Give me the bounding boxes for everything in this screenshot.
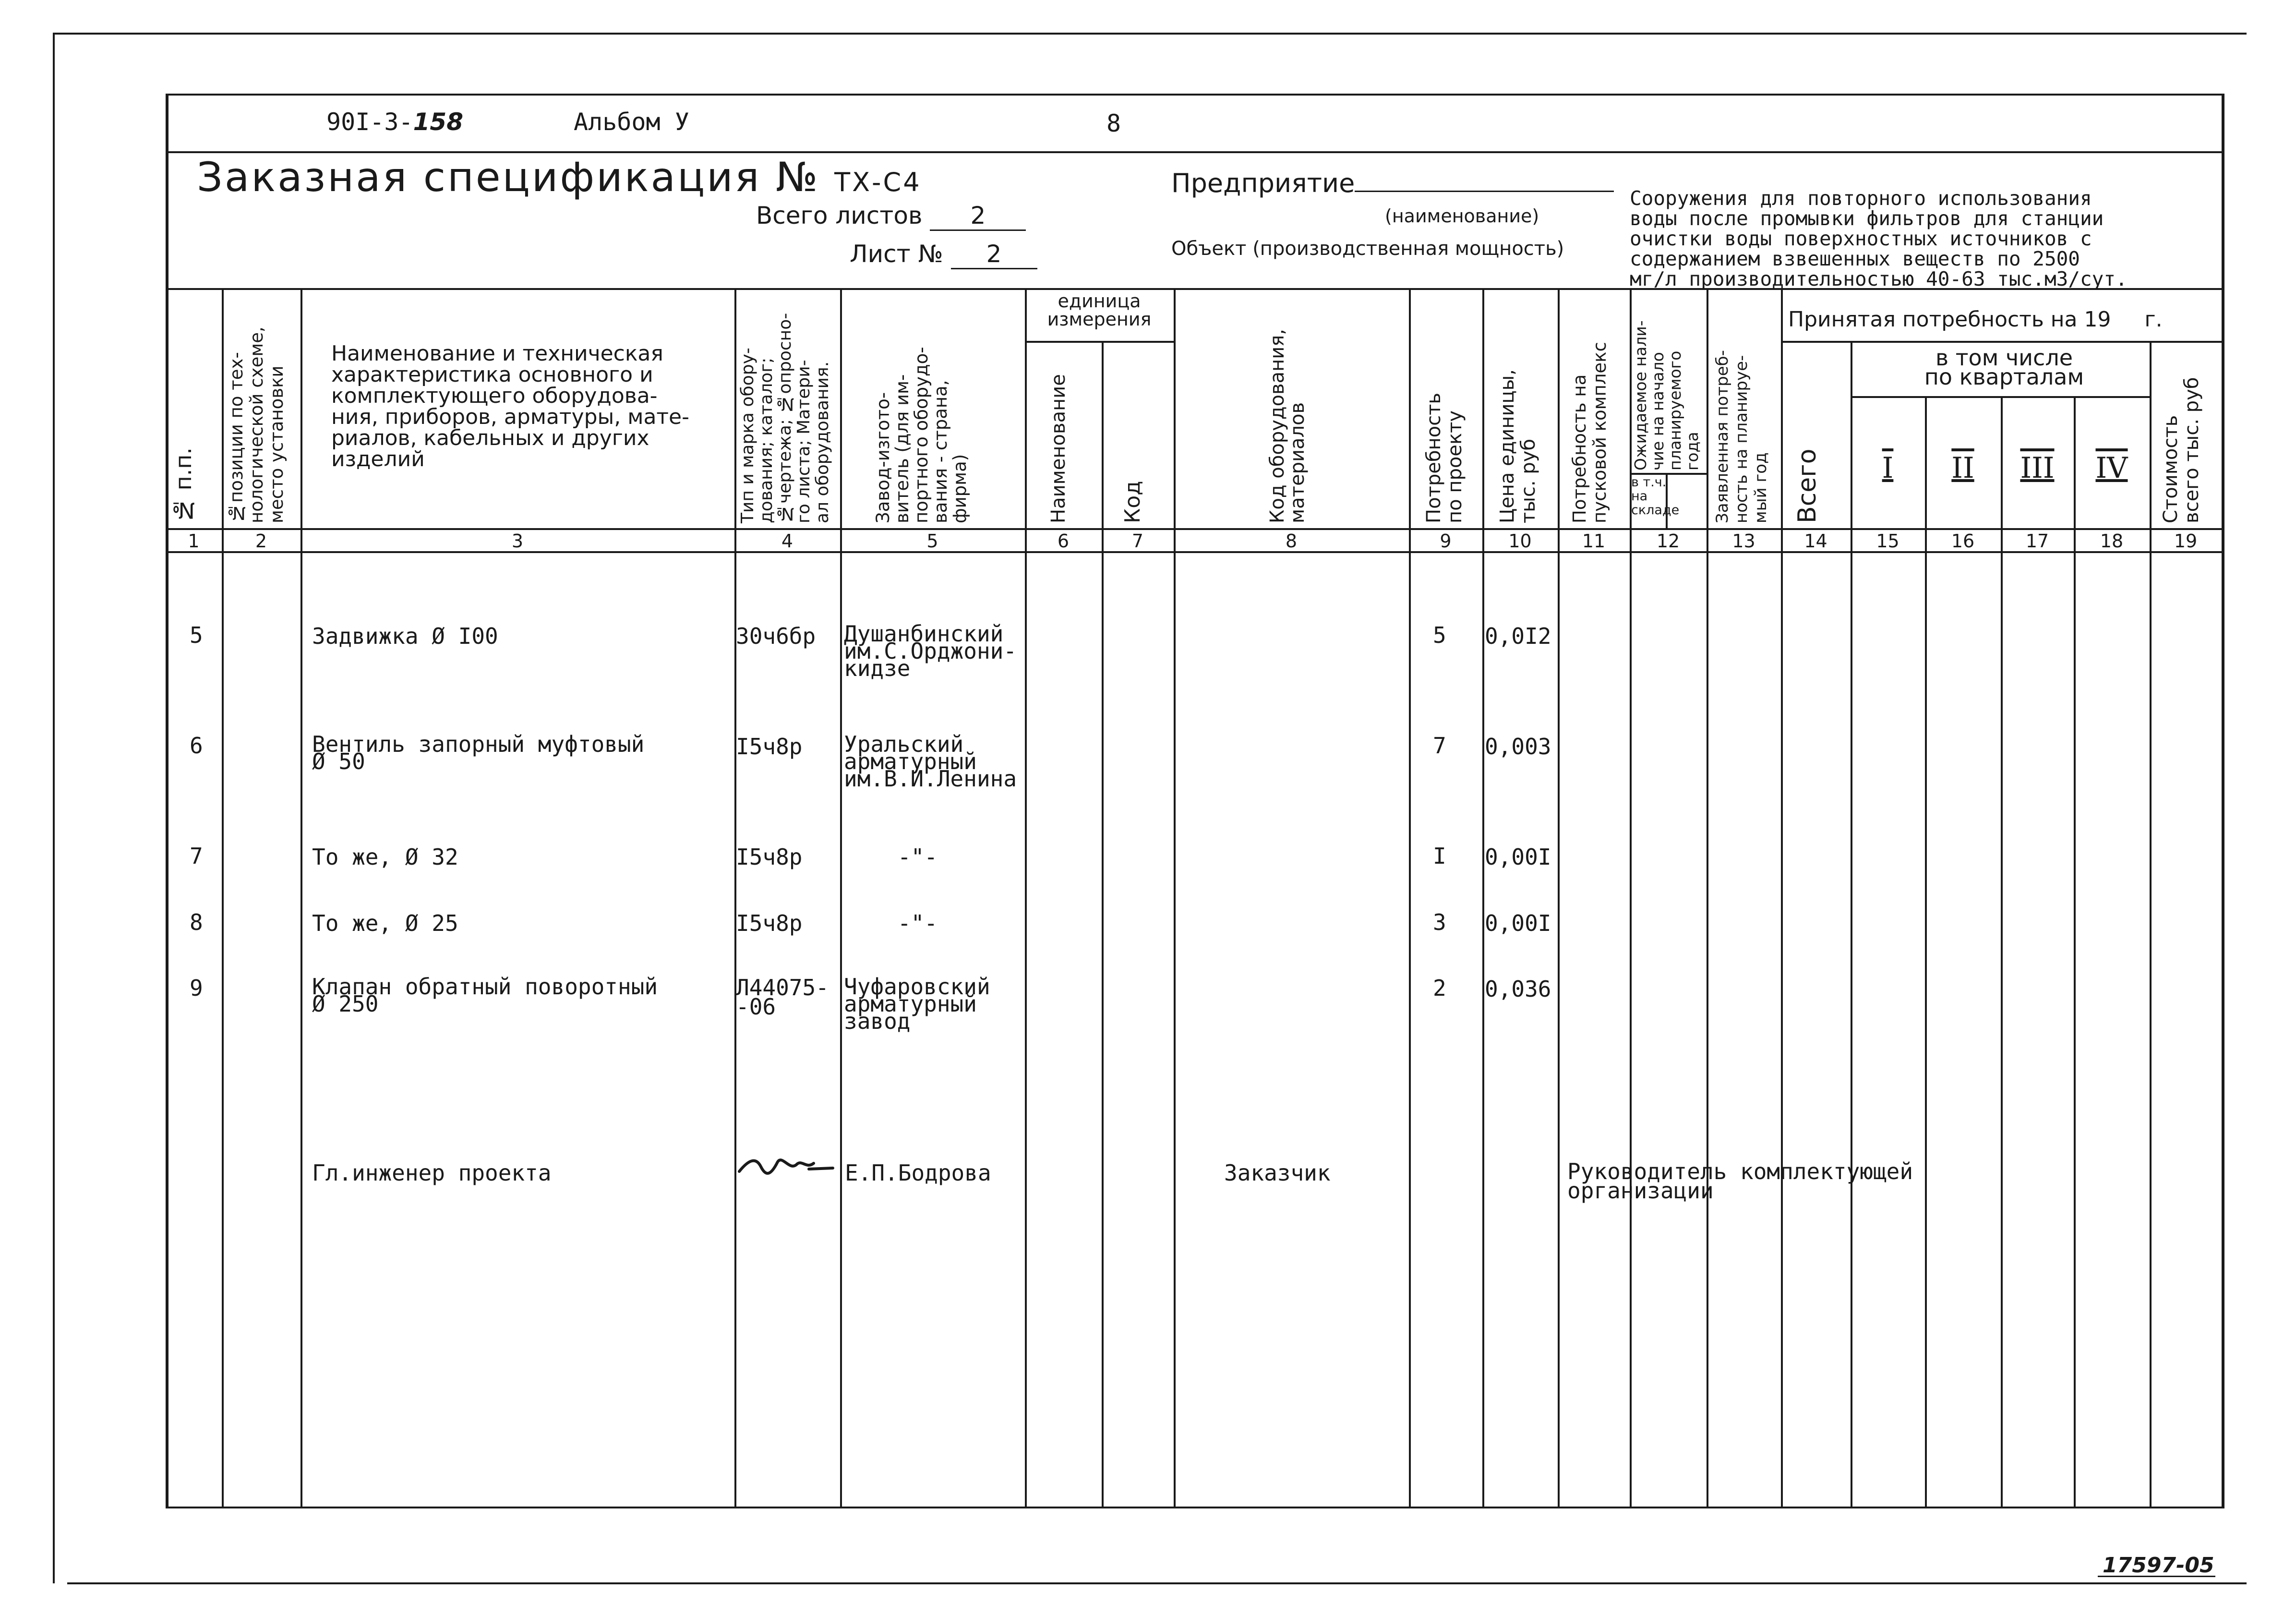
colnum-7: 7 (1131, 531, 1144, 552)
col-line-10 (1558, 288, 1560, 1507)
table-row-n: 9 (190, 975, 203, 1001)
col-header-12b: в т.ч. на складе (1631, 475, 1680, 518)
colnum-11: 11 (1582, 531, 1606, 552)
table-row-maker: Душанбинский им.С.Орджони- кидзе (844, 621, 1017, 681)
colnum-14: 14 (1804, 531, 1827, 552)
table-row-type: 30ч6бр (736, 623, 816, 649)
table-row-price: 0,00I (1485, 910, 1551, 936)
table-row-maker: -"- (898, 910, 938, 936)
table-row-type: I5ч8р (736, 734, 803, 760)
colhead-sep (166, 528, 2224, 530)
col-header-quarters: в том числе по кварталам (1924, 345, 2084, 390)
col-line-15 (1925, 396, 1927, 1507)
col-header-19: Стоимость всего тыс. руб (2160, 377, 2203, 523)
frame-left (166, 94, 168, 1507)
colnum-13: 13 (1732, 531, 1755, 552)
col-line-5 (1025, 288, 1027, 1507)
table-row-maker: Чуфаровский арматурный завод (844, 974, 990, 1034)
table-row-type: I5ч8р (736, 910, 803, 936)
col-line-2 (301, 288, 302, 1507)
supplier-label: Руководитель комплектующей организации (1567, 1158, 1913, 1204)
outer-bottom-line (67, 1582, 2247, 1584)
colnum-5: 5 (926, 531, 938, 552)
table-row-maker: -"- (898, 844, 938, 870)
colnum-1: 1 (188, 531, 200, 552)
col-header-q1: I (1882, 451, 1894, 485)
unit-group-line (1025, 341, 1174, 343)
col-line-18 (2150, 341, 2152, 1507)
colnum-2: 2 (255, 531, 267, 552)
col-line-7 (1174, 288, 1176, 1507)
colnum-12: 12 (1656, 531, 1680, 552)
frame-right (2222, 94, 2224, 1507)
col-header-3: Наименование и техническая характеристика основного и комплектующего оборудова- ния, приборов, арматуры, мате- риалов, кабельных и других изделий (331, 341, 690, 471)
colnum-17: 17 (2025, 531, 2049, 552)
col-line-14 (1851, 341, 1852, 1507)
enterprise-note: (наименование) (1385, 205, 1539, 227)
col-header-12: Ожидаемое нали- чие на начало планируемого года (1631, 320, 1702, 470)
sheet-number: Лист № 2 (850, 240, 1037, 269)
colnum-19: 19 (2174, 531, 2198, 552)
table-row-price: 0,003 (1485, 734, 1551, 760)
outer-left-line (53, 33, 55, 1583)
footer-stamp-underline (2098, 1576, 2215, 1577)
total-sheets: Всего листов 2 (756, 202, 1026, 231)
frame-bottom (166, 1507, 2224, 1508)
page-number: 8 (1106, 109, 1121, 137)
col-line-16 (2001, 396, 2003, 1507)
col-line-9 (1482, 288, 1484, 1507)
signature-mark (737, 1150, 838, 1183)
footer-stamp: 17597-05 (2103, 1553, 2214, 1578)
colnum-16: 16 (1951, 531, 1975, 552)
col-line-13 (1781, 288, 1783, 1507)
col-line-12 (1707, 288, 1708, 1507)
colnum-3: 3 (511, 531, 524, 552)
col-header-q3: III (2020, 451, 2055, 485)
table-row-qty: 5 (1433, 622, 1446, 648)
table-row-name: Вентиль запорный муфтовый Ø 50 (312, 731, 645, 774)
col-line-1 (222, 288, 224, 1507)
table-row-name: Клапан обратный поворотный Ø 250 (312, 974, 658, 1017)
col-header-q2: II (1951, 451, 1974, 485)
col-header-14: Всего (1793, 448, 1822, 523)
engineer-label: Гл.инженер проекта (312, 1160, 552, 1186)
enterprise-label: Предприятие (1171, 168, 1614, 198)
total-sheets-value: 2 (930, 202, 1026, 231)
table-row-price: 0,00I (1485, 844, 1551, 870)
col-header-1: № п.п. (170, 447, 196, 523)
table-row-maker: Уральский арматурный им.В.И.Ленина (844, 731, 1017, 792)
table-row-name: То же, Ø 32 (312, 844, 458, 870)
table-row-qty: 7 (1433, 733, 1446, 759)
sheet-value: 2 (951, 240, 1037, 269)
table-row-name: То же, Ø 25 (312, 910, 458, 936)
spec-title: Заказная спецификация № ТХ-С4 (197, 154, 922, 201)
col-header-13: Заявленная потреб- ность на планируе- мый год (1713, 350, 1770, 523)
col-line-8 (1409, 288, 1411, 1507)
album-label: Альбом У (574, 108, 689, 136)
object-text: Сооружения для повторного использования воды после промывки фильтров для станции очистки воды поверхностных источников с содержанием взвешенных веществ по 2500 мг/л производительностью 40-63 тыс.м3/сут. (1630, 187, 2128, 290)
outer-top-line (53, 33, 2247, 35)
col-line-6 (1102, 341, 1104, 1507)
col-header-unit-group: единица измерения (1047, 290, 1152, 330)
table-row-type: Л44075- -06 (736, 975, 829, 1020)
col-line-11 (1630, 288, 1632, 1507)
col-line-17 (2074, 396, 2076, 1507)
colnum-4: 4 (781, 531, 793, 552)
table-row-type: I5ч8р (736, 844, 803, 870)
col-header-11: Потребность на пусковой комплекс (1569, 342, 1610, 523)
table-row-n: 6 (190, 733, 203, 759)
col-line-3 (734, 288, 736, 1507)
doc-code: 90I-3-158 (326, 108, 463, 136)
colnum-8: 8 (1285, 531, 1298, 552)
col-header-7: Код (1120, 481, 1145, 523)
col-header-5: Завод-изгото- витель (для им- портного оборудо- вания - страна, фирма) (873, 347, 970, 523)
col-header-accepted: Принятая потребность на 19 г. (1788, 307, 2163, 332)
table-row-qty: 3 (1433, 909, 1446, 935)
col-header-9: Потребность по проекту (1423, 392, 1466, 523)
col-header-6: Наименование (1047, 374, 1070, 523)
colnum-10: 10 (1508, 531, 1532, 552)
colnum-9: 9 (1440, 531, 1452, 552)
frame-top (166, 94, 2224, 96)
col-header-4: Тип и марка обору- дования; каталог; №чертежа; №опросно- го листа; Матери- ал оборудования. (738, 313, 832, 523)
object-label: Объект (производственная мощность) (1171, 238, 1564, 260)
col-header-2: №позиции по тех- нологической схеме, место установки (226, 326, 287, 523)
col-line-4 (840, 288, 842, 1507)
col-header-8: Код оборудования, материалов (1266, 328, 1309, 523)
quarters-line (1851, 396, 2150, 398)
table-row-price: 0,0I2 (1485, 623, 1551, 649)
table-row-qty: I (1433, 843, 1446, 869)
accepted-line (1781, 341, 2222, 343)
colnum-18: 18 (2100, 531, 2124, 552)
col-header-q4: IV (2095, 451, 2128, 485)
customer-label: Заказчик (1224, 1160, 1331, 1186)
table-row-name: Задвижка Ø I00 (312, 623, 498, 649)
colnum-15: 15 (1876, 531, 1899, 552)
table-row-n: 8 (190, 909, 203, 935)
col-header-10: Цена единицы, тыс. руб (1496, 369, 1539, 523)
header-sep (166, 151, 2224, 153)
table-row-price: 0,036 (1485, 976, 1551, 1002)
engineer-name: Е.П.Бодрова (845, 1160, 991, 1186)
table-row-n: 5 (190, 622, 203, 648)
colnum-6: 6 (1057, 531, 1070, 552)
table-row-qty: 2 (1433, 975, 1446, 1001)
table-row-n: 7 (190, 843, 203, 869)
